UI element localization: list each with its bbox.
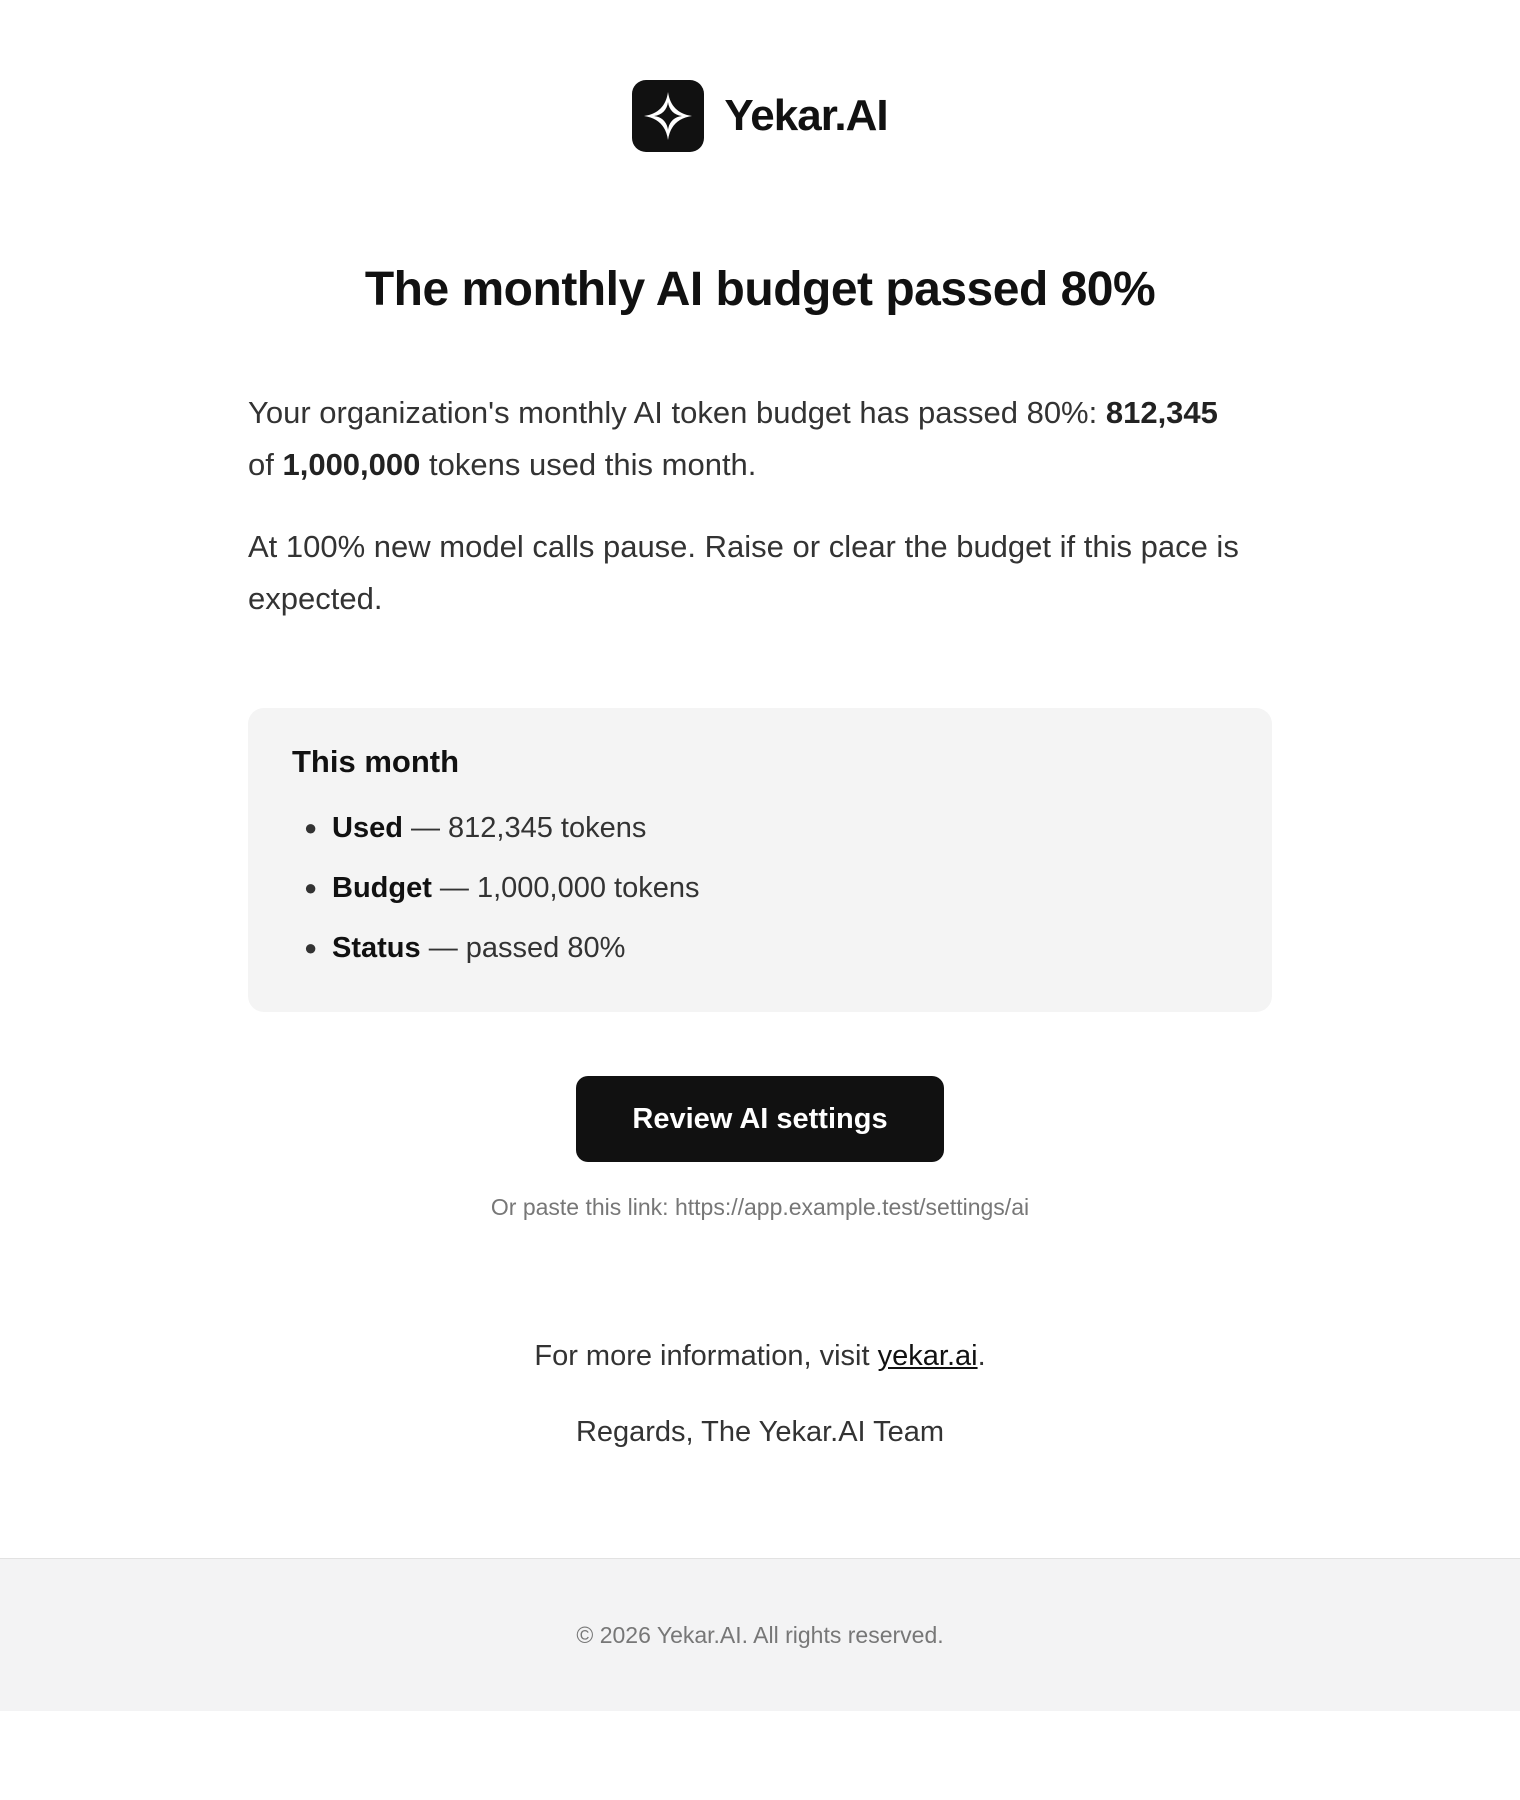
stats-item-budget [304, 858, 1228, 918]
pause-warning-paragraph: At 100% new model calls pause. Raise or clear the budget if this pace is expected. [248, 529, 1239, 616]
brand-name: Yekar.AI [724, 91, 888, 140]
monthly-stats-box [248, 708, 1272, 1012]
usage-text-prefix: Your organization's monthly AI token budget has passed 80%: [248, 395, 1106, 430]
paste-link-text: Or paste this link: https://app.example.test/settings/ai [490, 1194, 1030, 1220]
review-ai-settings-button[interactable]: Review AI settings [576, 1076, 944, 1162]
copyright-text: © 2026 Yekar.AI. All rights reserved. [576, 1621, 944, 1648]
stats-value: — 1,000,000 tokens [431, 872, 700, 904]
stats-label: Used [332, 812, 403, 844]
bullet-icon: ● [304, 875, 318, 900]
stats-item-used [304, 798, 1228, 858]
stats-label: Status [332, 932, 421, 964]
usage-text-mid: of [248, 447, 283, 482]
email-footer [0, 1558, 1520, 1711]
stats-title: This month [292, 744, 460, 779]
stats-value: — passed 80% [420, 932, 626, 964]
stats-list [292, 798, 1228, 978]
budget-tokens-value: 1,000,000 [282, 447, 421, 482]
yekar-ai-link[interactable]: yekar.ai [877, 1340, 978, 1372]
four-point-star-icon [632, 80, 704, 152]
bullet-icon: ● [304, 935, 318, 960]
used-tokens-value: 812,345 [1105, 395, 1218, 430]
more-info-suffix: . [977, 1340, 986, 1372]
stats-item-status [304, 918, 1228, 978]
stats-value: — 812,345 tokens [402, 812, 647, 844]
email-header [0, 80, 1520, 152]
usage-paragraph [248, 387, 1272, 491]
bullet-icon: ● [304, 815, 318, 840]
regards-signoff: Regards, The Yekar.AI Team [575, 1416, 945, 1448]
stats-label: Budget [332, 872, 432, 904]
email-headline: The monthly AI budget passed 80% [364, 263, 1156, 316]
more-info-prefix: For more information, visit [534, 1340, 878, 1372]
usage-text-suffix: tokens used this month. [420, 447, 757, 482]
more-info-line [0, 1340, 1520, 1373]
